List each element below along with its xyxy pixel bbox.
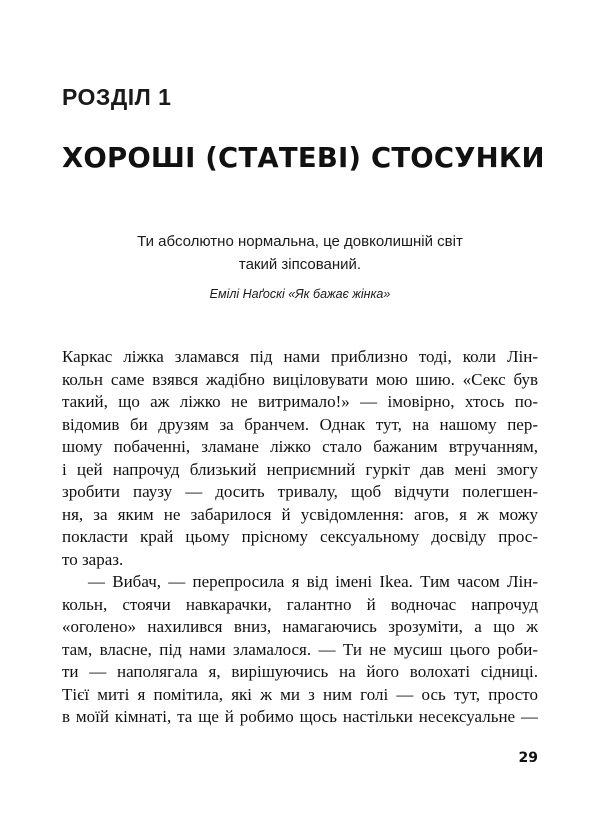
body-line: кольн саме взявся жадібно виціловувати мою шию. «Секс був	[62, 369, 538, 389]
page-number: 29	[518, 750, 538, 766]
epigraph-source: Емілі Наґоскі «Як бажає жінка»	[209, 287, 391, 301]
body-line: такий, що аж ліжко не витримало!» — імовірно, хтось по-	[62, 392, 538, 411]
body-line: і цей напрочуд близький неприємний гуркіт дав мені змогу	[62, 459, 538, 479]
epigraph-line: Ти абсолютно нормальна, це довколишній світ	[137, 233, 463, 250]
body-line: зробити паузу — досить тривалу, щоб відчути полегшен-	[62, 482, 538, 501]
body-line: ня, за яким не забарилося й усвідомлення: агов, я ж можу	[62, 504, 538, 524]
body-line: ти — наполягала я, вирішуючись на його волохаті сідниці.	[62, 662, 538, 681]
body-line: Тієї миті я помітила, які ж ми з ним голі — ось тут, просто	[62, 684, 538, 704]
chapter-title: ХОРОШІ (СТАТЕВІ) СТОСУНКИ	[62, 142, 545, 174]
body-line: покласти край цьому прісному сексуальному досвіду прос-	[62, 527, 538, 546]
body-line: — Вибач, — перепросила я від імені Ikea. Тим часом Лін-	[88, 572, 538, 591]
body-line: кольн, стоячи навкарачки, галантно й водночас напрочуд	[62, 594, 538, 614]
body-line: в моїй кімнаті, та ще й робимо щось настільки несексуальне —	[62, 707, 538, 726]
body-text	[62, 346, 538, 729]
epigraph	[62, 230, 538, 303]
body-line: відомив би друзям за бранчем. Однак тут, на нашому пер-	[62, 414, 538, 434]
body-line: то зараз.	[62, 549, 124, 569]
body-line: шому побаченні, зламане ліжко стало бажаним втручанням,	[62, 437, 538, 456]
body-line: Каркас ліжка зламався під нами приблизно тоді, коли Лін-	[62, 347, 538, 366]
body-line: «оголено» нахилився вниз, намагаючись зрозуміти, а що ж	[62, 617, 538, 636]
epigraph-line: такий зіпсований.	[238, 256, 362, 273]
chapter-label: РОЗДІЛ 1	[62, 84, 172, 110]
body-line: там, власне, під нами зламалося. — Ти не мусиш цього роби-	[62, 639, 538, 659]
